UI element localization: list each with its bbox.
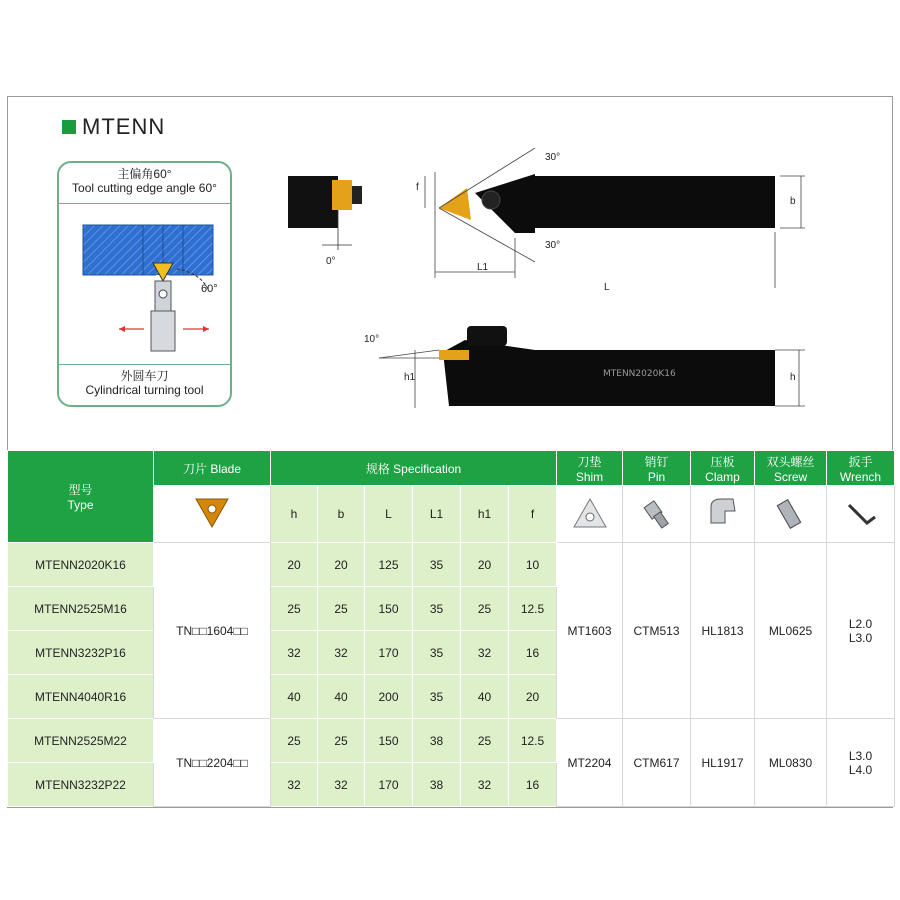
title-text: MTENN bbox=[82, 114, 166, 139]
value-cell: 20 bbox=[271, 543, 318, 587]
col-f: f bbox=[509, 486, 557, 543]
value-cell: 12.5 bbox=[509, 719, 557, 763]
blade-header: 刀片 Blade bbox=[154, 451, 271, 486]
clamp-icon bbox=[691, 486, 755, 543]
dim-h1-label: h1 bbox=[404, 372, 416, 383]
value-cell: 32 bbox=[318, 631, 365, 675]
value-cell: 150 bbox=[365, 719, 413, 763]
dim-h-label: h bbox=[790, 372, 796, 383]
value-cell: 200 bbox=[365, 675, 413, 719]
shim-icon bbox=[557, 486, 623, 543]
value-cell: 16 bbox=[509, 763, 557, 807]
pin-cell-group2: CTM617 bbox=[623, 719, 691, 807]
value-cell: 32 bbox=[271, 631, 318, 675]
value-cell: 20 bbox=[509, 675, 557, 719]
value-cell: 32 bbox=[271, 763, 318, 807]
value-cell: 32 bbox=[461, 763, 509, 807]
blade-cell-group1: TN□□1604□□ bbox=[154, 543, 271, 719]
pin-cell-group1: CTM513 bbox=[623, 543, 691, 719]
wrench-icon bbox=[827, 486, 895, 543]
value-cell: 25 bbox=[461, 719, 509, 763]
type-cell: MTENN2525M22 bbox=[8, 719, 154, 763]
col-h: h bbox=[271, 486, 318, 543]
clamp-header: 压板 Clamp bbox=[691, 451, 755, 486]
value-cell: 25 bbox=[271, 587, 318, 631]
spec-header: 规格 Specification bbox=[271, 451, 557, 486]
angle-value: 60° bbox=[201, 283, 218, 295]
foot-label-en: Cylindrical turning tool bbox=[85, 383, 204, 397]
dim-l1-label: L1 bbox=[477, 262, 489, 273]
type-cell: MTENN2525M16 bbox=[8, 587, 154, 631]
top-view-drawing bbox=[405, 148, 805, 288]
screw-cell-group1: ML0625 bbox=[755, 543, 827, 719]
diagram-footer bbox=[59, 364, 230, 405]
value-cell: 38 bbox=[413, 763, 461, 807]
value-cell: 38 bbox=[413, 719, 461, 763]
value-cell: 25 bbox=[318, 587, 365, 631]
dim-l-label: L bbox=[604, 282, 610, 293]
value-cell: 12.5 bbox=[509, 587, 557, 631]
product-title bbox=[62, 114, 165, 140]
value-cell: 25 bbox=[318, 719, 365, 763]
value-cell: 170 bbox=[365, 763, 413, 807]
clamp-cell-group2: HL1917 bbox=[691, 719, 755, 807]
front-view-drawing bbox=[282, 170, 382, 250]
body-marking: MTENN2020K16 bbox=[603, 369, 676, 379]
value-cell: 20 bbox=[318, 543, 365, 587]
value-cell: 25 bbox=[271, 719, 318, 763]
value-cell: 20 bbox=[461, 543, 509, 587]
value-cell: 170 bbox=[365, 631, 413, 675]
type-cell: MTENN3232P22 bbox=[8, 763, 154, 807]
green-square-icon bbox=[62, 120, 76, 134]
wrench-header: 扳手 Wrench bbox=[827, 451, 895, 486]
value-cell: 40 bbox=[271, 675, 318, 719]
angle-label-en: Tool cutting edge angle 60° bbox=[72, 181, 217, 195]
col-l1: L1 bbox=[413, 486, 461, 543]
side-view-drawing bbox=[375, 322, 805, 412]
type-cell: MTENN4040R16 bbox=[8, 675, 154, 719]
clamp-cell-group1: HL1813 bbox=[691, 543, 755, 719]
spec-table bbox=[7, 450, 895, 807]
bottom-angle-label: 30° bbox=[545, 240, 561, 251]
dim-b-label: b bbox=[790, 196, 796, 207]
value-cell: 32 bbox=[461, 631, 509, 675]
pin-header: 销钉 Pin bbox=[623, 451, 691, 486]
type-cell: MTENN2020K16 bbox=[8, 543, 154, 587]
angle-label-cn: 主偏角60° bbox=[117, 167, 172, 181]
screw-cell-group2: ML0830 bbox=[755, 719, 827, 807]
col-h1: h1 bbox=[461, 486, 509, 543]
shim-cell-group2: MT2204 bbox=[557, 719, 623, 807]
shim-header: 刀垫 Shim bbox=[557, 451, 623, 486]
shim-cell-group1: MT1603 bbox=[557, 543, 623, 719]
type-header: 型号 Type bbox=[8, 451, 154, 543]
value-cell: 35 bbox=[413, 631, 461, 675]
blade-insert-icon bbox=[154, 486, 271, 543]
value-cell: 40 bbox=[461, 675, 509, 719]
top-angle-label: 30° bbox=[545, 152, 561, 163]
wrench-cell-group1: L2.0 L3.0 bbox=[827, 543, 895, 719]
value-cell: 150 bbox=[365, 587, 413, 631]
col-b: b bbox=[318, 486, 365, 543]
value-cell: 25 bbox=[461, 587, 509, 631]
type-cell: MTENN3232P16 bbox=[8, 631, 154, 675]
diagram-header bbox=[59, 163, 230, 204]
zero-angle-label: 0° bbox=[326, 256, 336, 267]
value-cell: 16 bbox=[509, 631, 557, 675]
value-cell: 40 bbox=[318, 675, 365, 719]
screw-icon bbox=[755, 486, 827, 543]
dim-f-label: f bbox=[416, 182, 419, 193]
foot-label-cn: 外圆车刀 bbox=[120, 369, 169, 383]
cutting-angle-diagram bbox=[57, 161, 232, 407]
ten-degree-label: 10° bbox=[364, 334, 380, 345]
screw-header: 双头螺丝 Screw bbox=[755, 451, 827, 486]
wrench-cell-group2: L3.0 L4.0 bbox=[827, 719, 895, 807]
pin-icon bbox=[623, 486, 691, 543]
value-cell: 125 bbox=[365, 543, 413, 587]
blade-cell-group2: TN□□2204□□ bbox=[154, 719, 271, 807]
value-cell: 35 bbox=[413, 543, 461, 587]
value-cell: 32 bbox=[318, 763, 365, 807]
col-l: L bbox=[365, 486, 413, 543]
value-cell: 35 bbox=[413, 587, 461, 631]
value-cell: 10 bbox=[509, 543, 557, 587]
value-cell: 35 bbox=[413, 675, 461, 719]
